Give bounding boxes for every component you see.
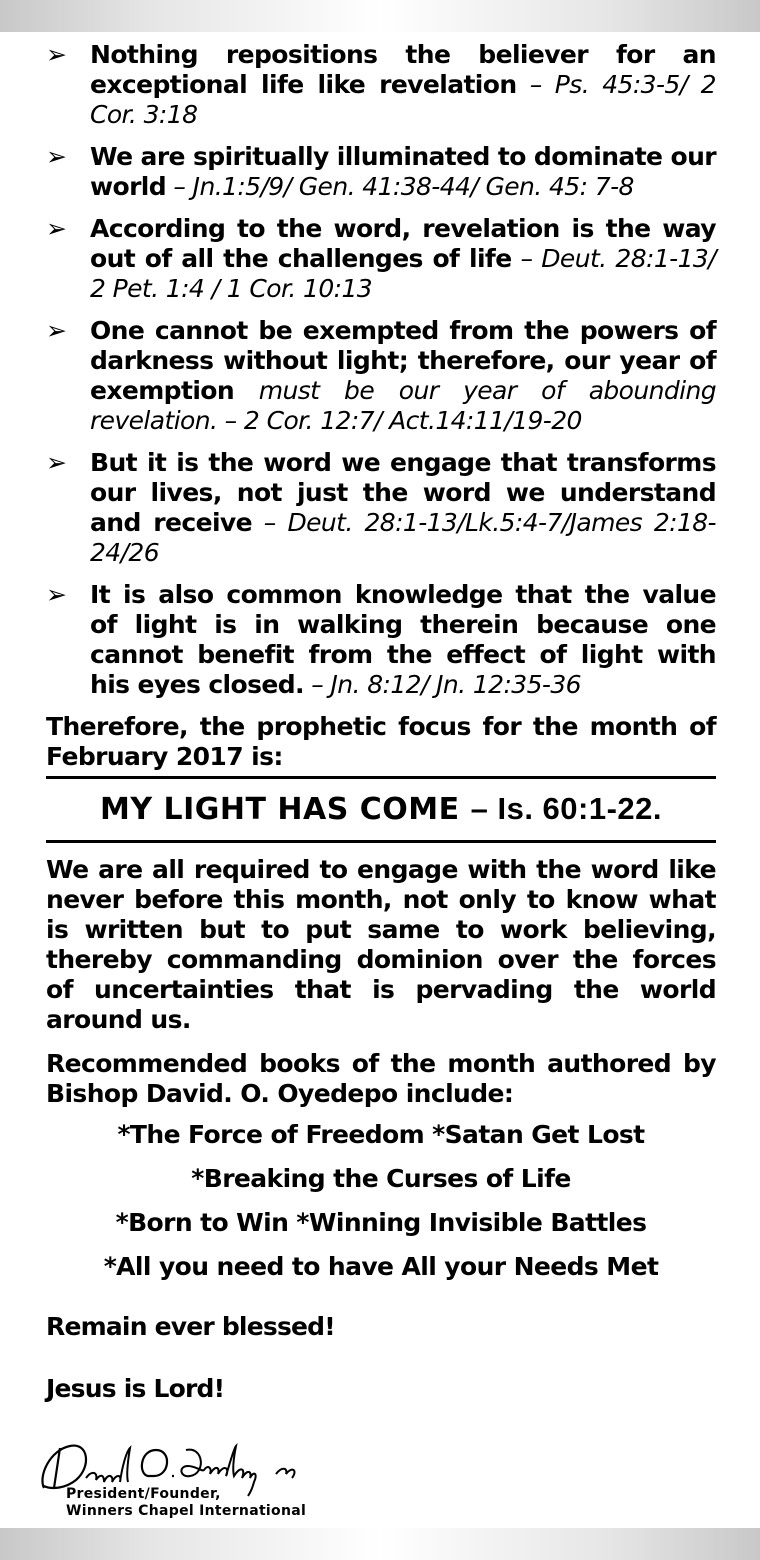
focus-scripture-ref: – Is. 60:1-22. [470,791,663,826]
bullet-text [90,40,716,130]
divider-bottom [46,840,716,843]
bullet-item [46,142,716,202]
arrowhead-bullet-icon: ➢ [46,316,67,345]
arrowhead-bullet-icon: ➢ [46,580,67,609]
bullet-text [90,580,716,700]
bullet-scripture-ref: – Deut. 28:1-13/Lk.5:4-7/James 2:18-24/26 [90,508,716,567]
book-line: *All you need to have All your Needs Met [103,1252,659,1281]
bullet-item [46,580,716,700]
letter-body [46,40,716,1289]
arrowhead-bullet-icon: ➢ [46,214,67,243]
bullet-text [90,214,716,304]
bullet-scripture-ref: must be our year of abounding revelation. – 2 Cor. 12:7/ Act.14:11/19-20 [90,376,716,435]
bullet-statement: According to the word, revelation is the way out of all the challenges of life [90,214,716,273]
books-intro: Recommended books of the month authored by Bishop David. O. Oyedepo include: [46,1049,716,1108]
bullet-statement: It is also common knowledge that the value of light is in walking therein because one cannot benefit from the effect of light with his eyes closed. [90,580,716,699]
closing-blessing: Remain ever blessed! [46,1312,335,1341]
signature-name-text: David O. Oyedepo [36,1436,46,1437]
signature-title-line-1: President/Founder, [66,1486,221,1502]
book-line: *Breaking the Curses of Life [191,1164,571,1193]
bullet-text [90,142,716,202]
signature-title-line-2: Winners Chapel International [66,1503,307,1519]
bullet-statement: We are spiritually illuminated to dominate our world [90,142,717,201]
bullet-item [46,40,716,130]
engage-paragraph: We are all required to engage with the word like never before this month, not only to know what is written but to put same to work believing, thereby commanding dominion over the forces of uncertainties that is pervading the world around us. [46,855,716,1034]
bullet-text [90,448,716,568]
bullet-item [46,214,716,304]
bullet-statement: But it is the word we engage that transforms our lives, not just the word we understand and receive [90,448,716,537]
bottom-gradient-bar [0,1528,760,1560]
top-gradient-bar [0,0,760,32]
bullet-scripture-ref: – Deut. 28:1-13/ 2 Pet. 1:4 / 1 Cor. 10:13 [90,244,717,303]
bullet-scripture-ref: – Jn.1:5/9/ Gen. 41:38-44/ Gen. 45: 7-8 [166,172,634,201]
bullet-scripture-ref: – Ps. 45:3-5/ 2 Cor. 3:18 [90,70,716,129]
closing-jesus-is-lord: Jesus is Lord! [46,1374,225,1403]
book-line: *The Force of Freedom *Satan Get Lost [117,1120,645,1149]
focus-intro: Therefore, the prophetic focus for the month of February 2017 is: [46,712,716,771]
arrowhead-bullet-icon: ➢ [46,448,67,477]
arrowhead-bullet-icon: ➢ [46,142,67,171]
bullet-scripture-ref: – Jn. 8:12/ Jn. 12:35-36 [303,670,581,699]
bullet-statement: Nothing repositions the believer for an exceptional life like revelation [90,40,716,99]
book-line: *Born to Win *Winning Invisible Battles [115,1208,647,1237]
recommended-books-list [46,1113,716,1289]
bullet-statement: One cannot be exempted from the powers of darkness without light; therefore, our year of exemption [90,316,716,405]
bullet-item [46,316,716,436]
prophetic-focus-heading [46,779,716,840]
bullet-item [46,448,716,568]
focus-title: MY LIGHT HAS COME [99,792,460,827]
bullet-text [90,316,716,436]
arrowhead-bullet-icon: ➢ [46,40,67,69]
